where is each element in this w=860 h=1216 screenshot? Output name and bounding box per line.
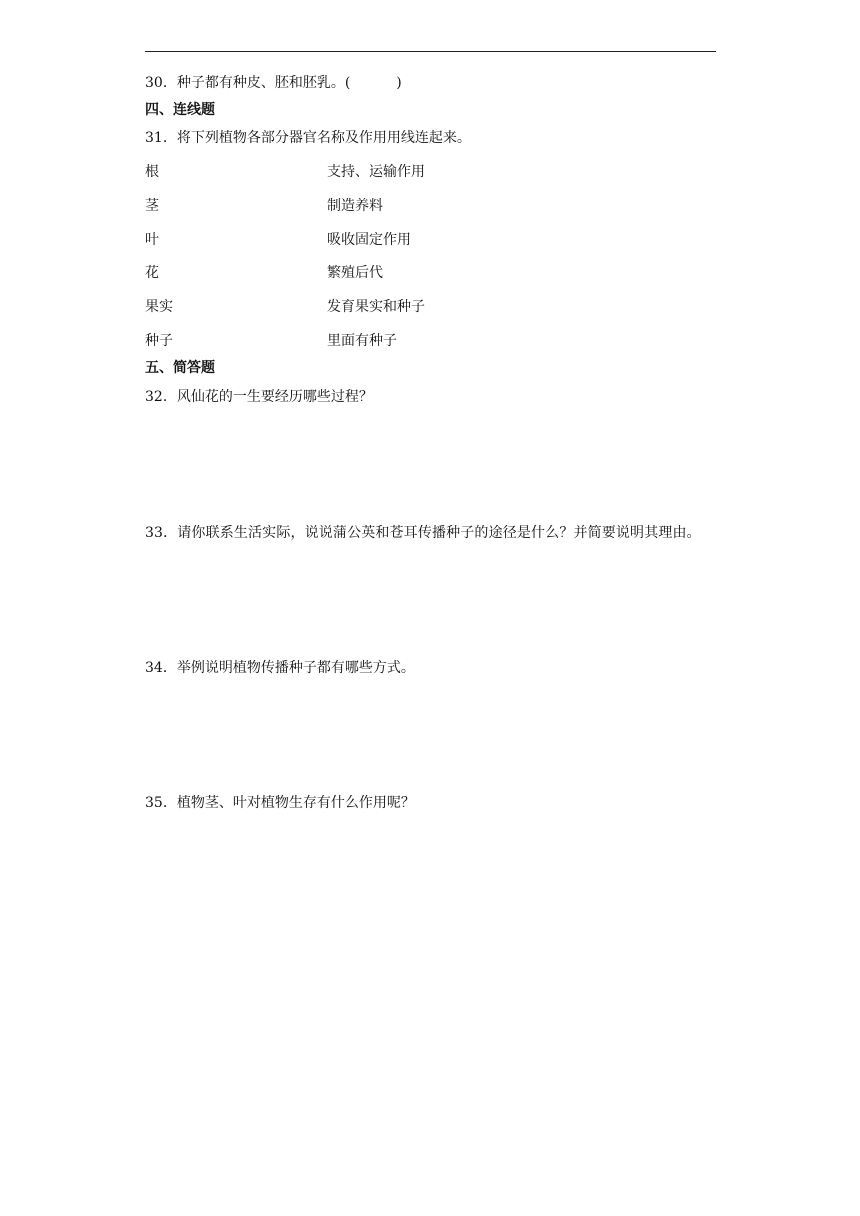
- question-31: 31．将下列植物各部分器官名称及作用用线连起来。: [145, 130, 471, 146]
- question-35: 35．植物茎、叶对植物生存有什么作用呢？: [145, 795, 415, 811]
- header-rule: [145, 51, 716, 52]
- match-right-item[interactable]: 繁殖后代: [327, 265, 383, 281]
- question-30-close-paren: ): [396, 75, 402, 91]
- match-left-item[interactable]: 叶: [145, 232, 159, 248]
- match-left-item[interactable]: 茎: [145, 198, 159, 214]
- section-5-title: 五、简答题: [145, 360, 215, 376]
- question-33: 33．请你联系生活实际，说说蒲公英和苍耳传播种子的途径是什么？并简要说明其理由。: [145, 525, 701, 541]
- match-right-item[interactable]: 里面有种子: [327, 333, 397, 349]
- question-30-text: 30．种子都有种皮、胚和胚乳。(: [145, 75, 351, 91]
- match-left-item[interactable]: 果实: [145, 299, 173, 315]
- question-30: [145, 74, 402, 92]
- question-34: 34．举例说明植物传播种子都有哪些方式。: [145, 660, 415, 676]
- match-right-item[interactable]: 支持、运输作用: [327, 164, 425, 180]
- section-4-title: 四、连线题: [145, 102, 215, 118]
- match-right-item[interactable]: 发育果实和种子: [327, 299, 425, 315]
- match-left-item[interactable]: 种子: [145, 333, 173, 349]
- question-32: 32．风仙花的一生要经历哪些过程？: [145, 389, 373, 405]
- match-left-item[interactable]: 花: [145, 265, 159, 281]
- match-left-item[interactable]: 根: [145, 164, 159, 180]
- match-right-item[interactable]: 制造养料: [327, 198, 383, 214]
- match-right-item[interactable]: 吸收固定作用: [327, 232, 411, 248]
